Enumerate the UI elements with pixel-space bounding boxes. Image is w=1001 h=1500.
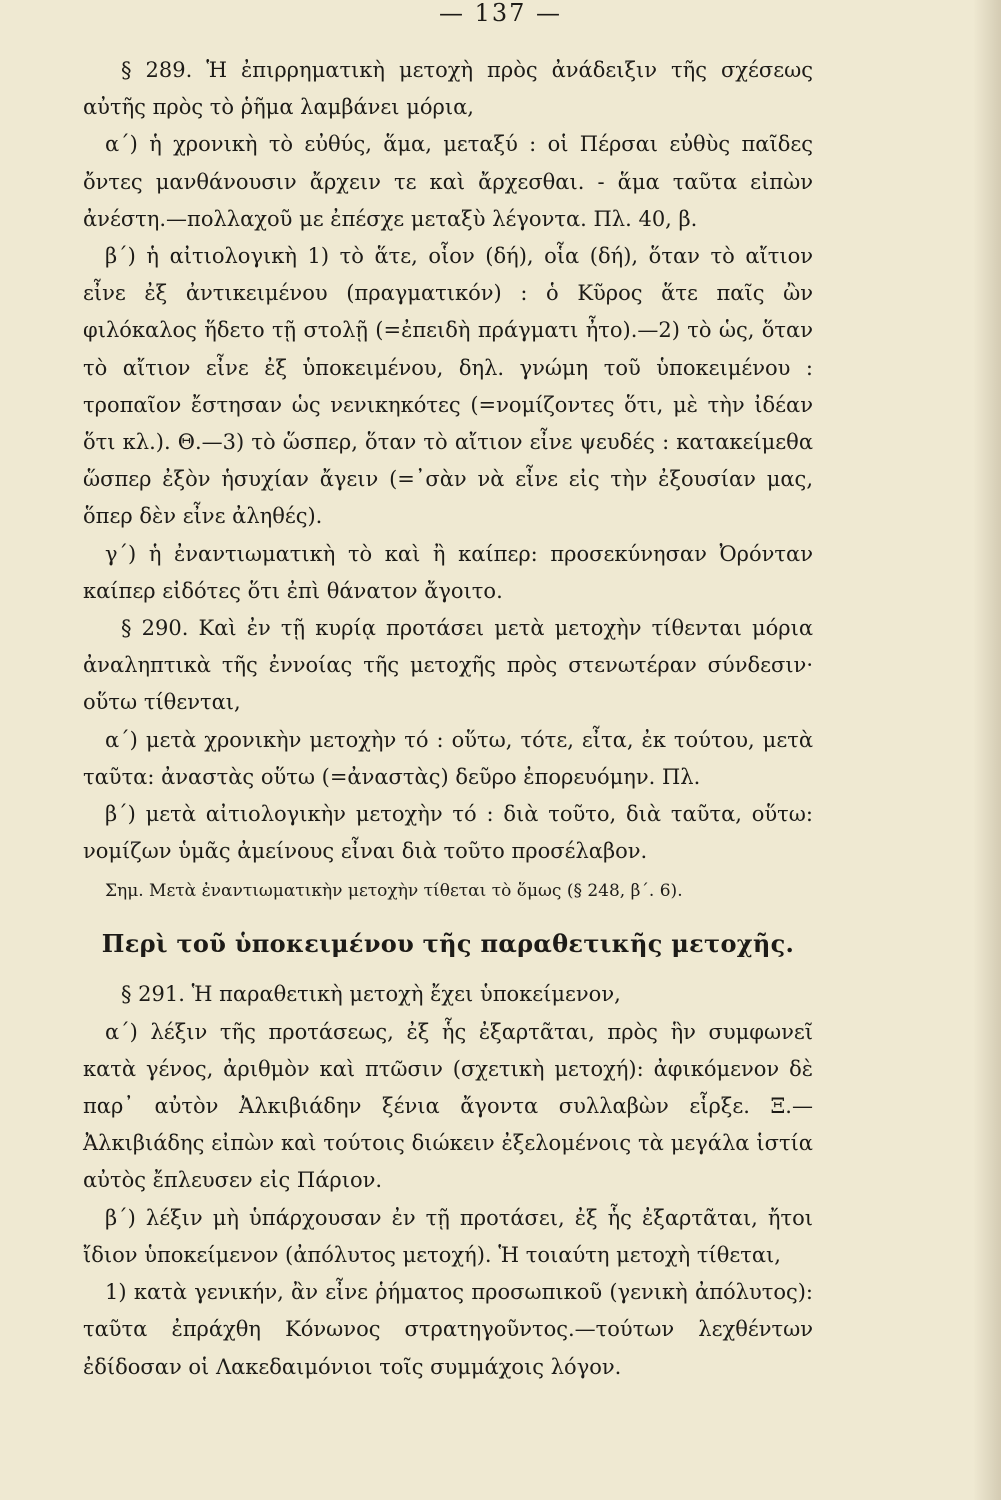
paragraph-290-a: α΄) μετὰ χρονικὴν μετοχὴν τό : οὕτω, τότε, εἶτα, ἐκ τούτου, μετὰ ταῦτα: ἀναστὰς οὕτω (=ἀναστὰς) δεῦρο ἐπορευόμην. Πλ.: [83, 727, 813, 789]
paragraph-290-b: β΄) μετὰ αἰτιολογικὴν μετοχὴν τό : διὰ τοῦτο, διὰ ταῦτα, οὕτω: νομίζων ὑμᾶς ἀμείνους εἶναι διὰ τοῦτο προσέλαβον.: [83, 802, 813, 864]
paragraph-291-b1: 1) κατὰ γενικήν, ἂν εἶνε ῥήματος προσωπικοῦ (γενικὴ ἀπόλυτος): ταῦτα ἐπράχθη Κόνωνος στρατηγοῦντος.—τούτων λεχθέντων ἐδίδοσαν οἱ Λακεδαιμόνιοι τοῖς συμμάχοις λόγον.: [83, 1280, 813, 1379]
paragraph-289-a: α΄) ἡ χρονικὴ τὸ εὐθύς, ἅμα, μεταξύ : οἱ Πέρσαι εὐθὺς παῖδες ὄντες μανθάνουσιν ἄρχειν τε καὶ ἄρχεσθαι. - ἅμα ταῦτα εἰπὼν ἀνέστη.—πολλαχοῦ με ἐπέσχε μεταξὺ λέγοντα. Πλ. 40, β.: [83, 132, 813, 231]
note: Σημ. Μετὰ ἐναντιωματικὴν μετοχὴν τίθεται τὸ ὅμως (§ 248, β΄. 6).: [105, 881, 683, 902]
paragraph-291-a: α΄) λέξιν τῆς προτάσεως, ἐξ ἧς ἐξαρτᾶται, πρὸς ἣν συμφωνεῖ κατὰ γένος, ἀριθμὸν καὶ πτῶσιν (σχετικὴ μετοχή): ἀφικόμενον δὲ παρ᾽ αὐτὸν Ἀλκιβιάδην ξένια ἄγοντα συλλαβὼν εἷρξε. Ξ.—Ἀλκιβιάδης εἰπὼν καὶ τούτοις διώκειν ἐξελομένοις τὰ μεγάλα ἱστία αὐτὸς ἔπλευσεν εἰς Πάριον.: [83, 1019, 813, 1193]
paragraph-289-c: γ΄) ἡ ἐναντιωματικὴ τὸ καὶ ἢ καίπερ: προσεκύνησαν Ὀρόνταν καίπερ εἰδότες ὅτι ἐπὶ θάνατον ἄγοιτο.: [83, 541, 813, 603]
page-body: [83, 52, 813, 1386]
page-edge-shadow: [973, 0, 1001, 1500]
paragraph-291: § 291. Ἡ παραθετικὴ μετοχὴ ἔχει ὑποκείμενον,: [121, 982, 621, 1007]
paragraph-290: § 290. Καὶ ἐν τῇ κυρίᾳ προτάσει μετὰ μετοχὴν τίθενται μόρια ἀναληπτικὰ τῆς ἐννοίας τῆς μετοχῆς πρὸς στενωτέραν σύνδεσιν· οὕτω τίθενται,: [83, 616, 813, 715]
paragraph-291-b: β΄) λέξιν μὴ ὑπάρχουσαν ἐν τῇ προτάσει, ἐξ ἧς ἐξαρτᾶται, ἤτοι ἴδιον ὑποκείμενον (ἀπόλυτος μετοχή). Ἡ τοιαύτη μετοχὴ τίθεται,: [83, 1205, 813, 1267]
paragraph-289: § 289. Ἡ ἐπιρρηματικὴ μετοχὴ πρὸς ἀνάδειξιν τῆς σχέσεως αὐτῆς πρὸς τὸ ῥῆμα λαμβάνει μόρια,: [83, 58, 813, 120]
page-number: — 137 —: [438, 0, 563, 27]
section-title: Περὶ τοῦ ὑποκειμένου τῆς παραθετικῆς μετοχῆς.: [101, 929, 795, 959]
paragraph-289-b: β΄) ἡ αἰτιολογικὴ 1) τὸ ἅτε, οἷον (δή), οἷα (δή), ὅταν τὸ αἴτιον εἶνε ἐξ ἀντικειμένου (πραγματικόν) : ὁ Κῦρος ἅτε παῖς ὢν φιλόκαλος ἥδετο τῇ στολῇ (=ἐπειδὴ πράγματι ἦτο).—2) τὸ ὡς, ὅταν τὸ αἴτιον εἶνε ἐξ ὑποκειμένου, δηλ. γνώμη τοῦ ὑποκειμένου : τροπαῖον ἔστησαν ὡς νενικηκότες (=νομίζοντες ὅτι, μὲ τὴν ἰδέαν ὅτι κλ.). Θ.—3) τὸ ὥσπερ, ὅταν τὸ αἴτιον εἶνε ψευδές : κατακείμεθα ὥσπερ ἐξὸν ἡσυχίαν ἄγειν (=᾽σὰν νὰ εἶνε εἰς τὴν ἐξουσίαν μας, ὅπερ δὲν εἶνε ἀληθές).: [83, 244, 813, 529]
